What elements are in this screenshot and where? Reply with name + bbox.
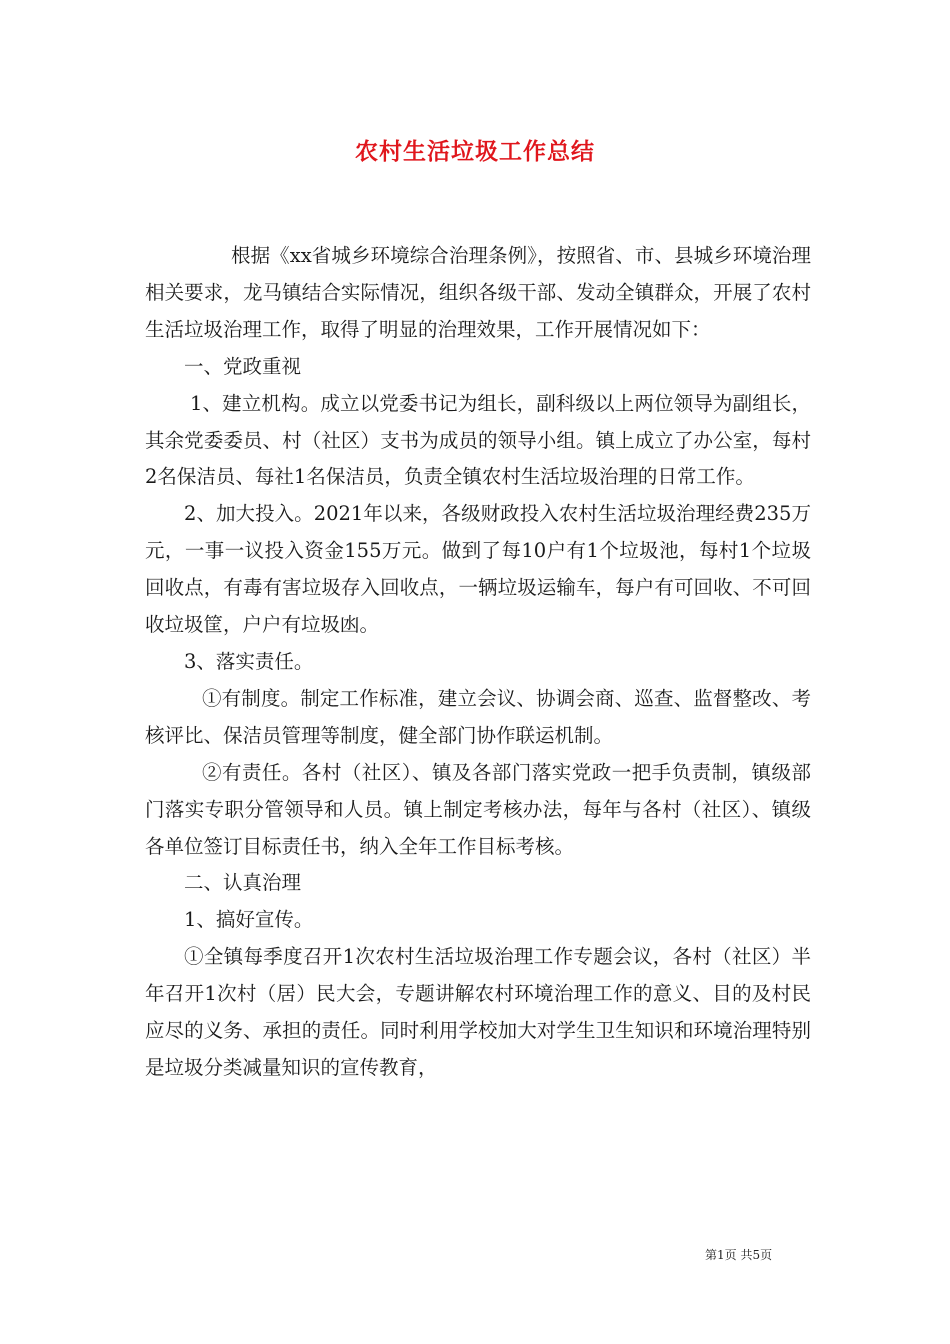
paragraph-publicity: 1、搞好宣传。 [184,908,314,932]
page-number: 第1页 共5页 [705,1248,773,1262]
paragraph-system: ①有制度。制定工作标准，建立会议、协调会商、巡查、监督整改、考核评比、保洁员管理等制度，健全部门协作联运机制。 [145,686,811,747]
paragraph-meetings: ①全镇每季度召开1次农村生活垃圾治理工作专题会议，各村（社区）半年召开1次村（居）民大会，专题讲解农村环境治理工作的意义、目的及村民应尽的义务、承担的责任。同时利用学校加大对学生卫生知识和环境治理特别是垃圾分类减量知识的宣传教育， [145,945,811,1079]
document-title: 农村生活垃圾工作总结 [355,138,595,165]
section-heading-2: 二、认真治理 [184,871,302,895]
paragraph-responsibility: ②有责任。各村（社区）、镇及各部门落实党政一把手负责制，镇级部门落实专职分管领导和人员。镇上制定考核办法，每年与各村（社区）、镇级各单位签订目标责任书，纳入全年工作目标考核。 [145,760,811,858]
paragraph-establish-agency: 1、建立机构。成立以党委书记为组长，副科级以上两位领导为副组长，其余党委委员、村（社区）支书为成员的领导小组。镇上成立了办公室，每村2名保洁员、每社1名保洁员，负责全镇农村生活垃圾治理的日常工作。 [145,391,811,489]
paragraph-increase-investment: 2、加大投入。2021年以来，各级财政投入农村生活垃圾治理经费235万元，一事一议投入资金155万元。做到了每10户有1个垃圾池，每村1个垃圾回收点，有毒有害垃圾存入回收点，一辆垃圾运输车，每户有可回收、不可回收垃圾筐，户户有垃圾凼。 [145,502,811,637]
document-body [145,238,811,1087]
section-heading-1: 一、党政重视 [184,354,302,378]
paragraph-implement-responsibility: 3、落实责任。 [184,649,314,673]
intro-paragraph: 根据《xx省城乡环境综合治理条例》，按照省、市、县城乡环境治理相关要求，龙马镇结合实际情况，组织各级干部、发动全镇群众，开展了农村生活垃圾治理工作，取得了明显的治理效果，工作开展情况如下： [145,244,811,341]
